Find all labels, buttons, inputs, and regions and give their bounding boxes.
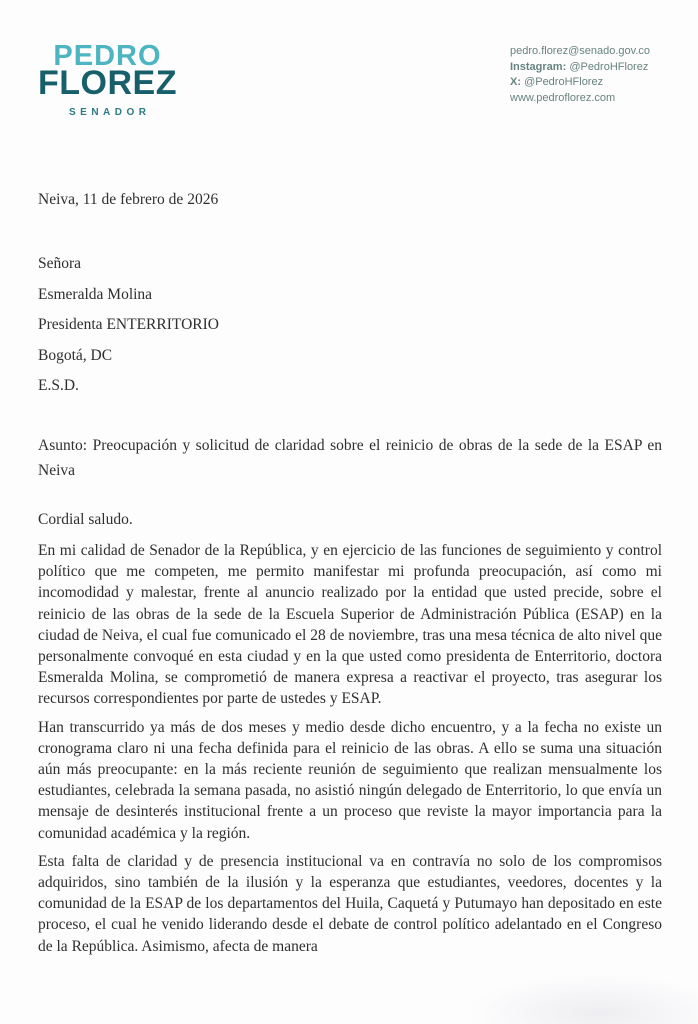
x-handle: @PedroHFlorez bbox=[524, 76, 604, 88]
logo-first-name: PEDRO bbox=[53, 40, 162, 72]
x-label: X: bbox=[510, 76, 521, 88]
logo-last-name: FLOREZ bbox=[38, 64, 177, 102]
pedro-florez-logo bbox=[38, 42, 177, 118]
contact-email: pedro.florez@senado.gov.co bbox=[510, 45, 650, 57]
recipient-name: Esmeralda Molina bbox=[38, 285, 153, 303]
subject-line: Asunto: Preocupación y solicitud de claridad sobre el reinicio de obras de la sede de la ESAP en Neiva bbox=[38, 437, 662, 479]
letter-date: Neiva, 11 de febrero de 2026 bbox=[38, 191, 219, 208]
scan-artifact bbox=[468, 974, 698, 1024]
recipient-esd: E.S.D. bbox=[38, 377, 79, 394]
instagram-handle: @PedroHFlorez bbox=[569, 60, 649, 73]
recipient-title: Presidenta ENTERRITORIO bbox=[38, 316, 219, 333]
paragraph-1: En mi calidad de Senador de la República, y en ejercicio de las funciones de seguimiento y control político que me competen, me permito manifestar mi profunda preocupación, así como mi incomodidad y malestar, frente al anuncio realizado por la entidad que usted precide, sobre el reinicio de las obras de la sede de la Escuela Superior de Administración Pública (ESAP) en la ciudad de Neiva, el cual fue comunicado el 28 de noviembre, tras una mesa técnica de alto nivel que personalmente convoqué en esta ciudad y en la que usted como presidenta de Enterritorio, doctora Esmeralda Molina, se comprometió de manera expresa a reactivar el proyecto, tras asegurar los recursos correspondientes por parte de ustedes y ESAP. bbox=[38, 542, 662, 708]
letter-body bbox=[38, 540, 662, 964]
salutation: Cordial saludo. bbox=[38, 511, 133, 528]
contact-info-block bbox=[510, 44, 650, 106]
paragraph-2: Han transcurrido ya más de dos meses y medio desde dicho encuentro, y a la fecha no existe un cronograma claro ni una fecha definida para el reinicio de las obras. A ello se suma una situación aún más preocupante: en la más reciente reunión de seguimiento que realizan mensualmente los estudiantes, celebrada la semana pasada, no asistió ningún delegado de Enterritorio, lo que envía un mensaje de desinterés institucional frente a un proceso que reviste la mayor importancia para la comunidad académica y la región. bbox=[38, 718, 662, 842]
contact-x bbox=[510, 75, 650, 91]
recipient-city: Bogotá, DC bbox=[38, 346, 113, 364]
logo-title-senador: SENADOR bbox=[68, 107, 151, 118]
paragraph-3: Esta falta de claridad y de presencia institucional va en contravía no solo de los compromisos adquiridos, sino también de la ilusión y la esperanza que estudiantes, veedores, docentes y la comunidad de la ESAP de los departamentos del Huila, Caquetá y Putumayo han depositado en este proceso, el cual he venido liderando desde el debate de control político adelantado en el Congreso de la República. Asimismo, afecta de manera bbox=[38, 852, 662, 955]
contact-website: www.pedroflorez.com bbox=[510, 91, 616, 104]
contact-instagram bbox=[510, 60, 650, 76]
recipient-honorific: Señora bbox=[38, 255, 82, 272]
instagram-label: Instagram: bbox=[510, 60, 567, 73]
recipient-block bbox=[38, 249, 219, 402]
